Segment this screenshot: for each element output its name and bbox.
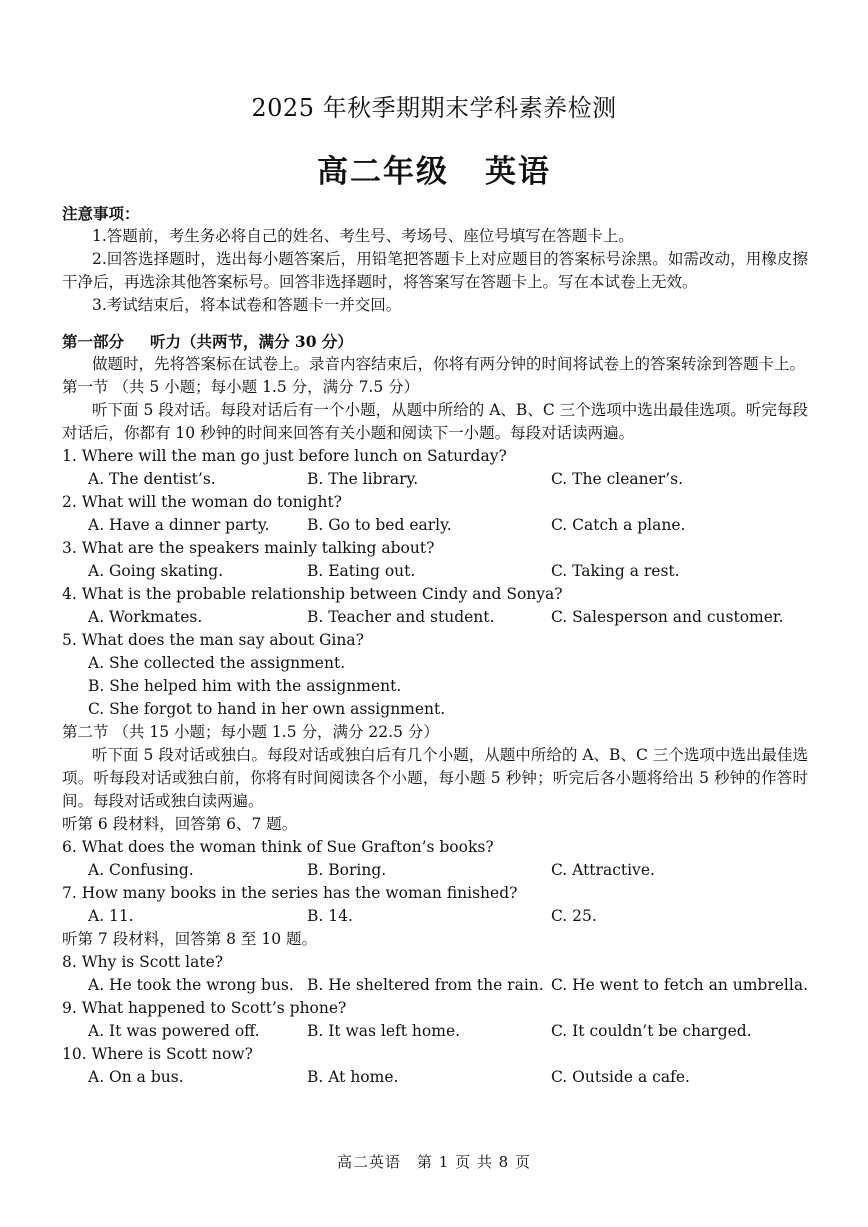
option-a: A. She collected the assignment. <box>88 654 346 672</box>
option-b: B. Eating out. <box>307 562 416 580</box>
option-c: C. Attractive. <box>551 861 655 879</box>
option-a: A. He took the wrong bus. <box>88 976 294 994</box>
section2-heading: 第二节 （共 15 小题；每小题 1.5 分，满分 22.5 分） <box>62 723 439 741</box>
question-options <box>62 974 808 997</box>
part1-heading <box>62 330 808 353</box>
option-b: B. Boring. <box>307 861 387 879</box>
option-c: C. He went to fetch an umbrella. <box>551 976 808 994</box>
notice-item-2: 2.回答选择题时，选出每小题答案后，用铅笔把答题卡上对应题目的答案标号涂黑。如需改动，用橡皮擦干净后，再选涂其他答案标号。回答非选择题时，将答案写在答题卡上。写在本试卷上无效。 <box>62 250 808 291</box>
option-b: B. She helped him with the assignment. <box>88 677 402 695</box>
option-c: C. Outside a cafe. <box>551 1068 690 1086</box>
exam-title: 2025 年秋季期期末学科素养检测 <box>251 94 617 122</box>
notice-heading: 注意事项： <box>62 204 140 223</box>
question-stem: 6. What does the woman think of Sue Grafton’s books? <box>62 838 494 856</box>
subject-label: 英语 <box>485 154 551 190</box>
option-c: C. 25. <box>551 907 597 925</box>
option-c: C. It couldn’t be charged. <box>551 1022 752 1040</box>
option-b: B. Teacher and student. <box>307 608 495 626</box>
part1-instruction: 做题时，先将答案标在试卷上。录音内容结束后，你将有两分钟的时间将试卷上的答案转涂到答题卡上。 <box>92 355 806 373</box>
part1-heading-title: 听力（共两节，满分 30 分） <box>150 332 353 351</box>
option-a: A. Confusing. <box>88 861 194 879</box>
question-stem: 2. What will the woman do tonight? <box>62 493 342 511</box>
option-a: A. 11. <box>88 907 134 925</box>
option-a: A. It was powered off. <box>88 1022 260 1040</box>
question-options <box>62 1020 808 1043</box>
exam-content <box>62 202 808 1089</box>
grade-subject-title <box>0 146 868 191</box>
question-stem: 8. Why is Scott late? <box>62 953 224 971</box>
page-footer: 高二英语 第 1 页 共 8 页 <box>337 1153 531 1171</box>
option-c: C. The cleaner’s. <box>551 470 684 488</box>
question-stem: 10. Where is Scott now? <box>62 1045 253 1063</box>
question-stem: 3. What are the speakers mainly talking about? <box>62 539 435 557</box>
section1-instruction: 听下面 5 段对话。每段对话后有一个小题，从题中所给的 A、B、C 三个选项中选出最佳选项。听完每段对话后，你都有 10 秒钟的时间来回答有关小题和阅读下一小题。每段对话读两遍。 <box>62 401 808 442</box>
question-stem: 5. What does the man say about Gina? <box>62 631 364 649</box>
material-6-label: 听第 6 段材料，回答第 6、7 题。 <box>62 815 298 833</box>
notice-item-1: 1.答题前，考生务必将自己的姓名、考生号、考场号、座位号填写在答题卡上。 <box>92 227 634 245</box>
question-options <box>62 514 808 537</box>
option-a: A. The dentist’s. <box>88 470 216 488</box>
question-stem: 4. What is the probable relationship between Cindy and Sonya? <box>62 585 563 603</box>
question-options <box>62 560 808 583</box>
option-a: A. Have a dinner party. <box>88 516 270 534</box>
grade-label: 高二年级 <box>317 154 449 190</box>
option-b: B. The library. <box>307 470 419 488</box>
question-stem: 9. What happened to Scott’s phone? <box>62 999 347 1017</box>
option-a: A. Workmates. <box>88 608 203 626</box>
option-b: B. He sheltered from the rain. <box>307 976 544 994</box>
question-stem: 1. Where will the man go just before lunch on Saturday? <box>62 447 507 465</box>
option-b: B. 14. <box>307 907 353 925</box>
option-c: C. She forgot to hand in her own assignment. <box>88 700 446 718</box>
option-b: B. Go to bed early. <box>307 516 452 534</box>
question-options <box>62 1066 808 1089</box>
option-a: A. Going skating. <box>88 562 224 580</box>
option-b: B. It was left home. <box>307 1022 461 1040</box>
option-c: C. Catch a plane. <box>551 516 686 534</box>
section2-instruction: 听下面 5 段对话或独白。每段对话或独白后有几个小题，从题中所给的 A、B、C 三个选项中选出最佳选项。听每段对话或独白前，你将有时间阅读各个小题，每小题 5 秒钟；听完后各小题将给出 5 秒钟的作答时间。每段对话或独白读两遍。 <box>62 746 808 810</box>
question-stem: 7. How many books in the series has the woman finished? <box>62 884 518 902</box>
question-options <box>62 905 808 928</box>
option-a: A. On a bus. <box>88 1068 184 1086</box>
question-options <box>62 606 808 629</box>
section1-heading: 第一节 （共 5 小题；每小题 1.5 分，满分 7.5 分） <box>62 378 420 396</box>
option-b: B. At home. <box>307 1068 399 1086</box>
option-c: C. Taking a rest. <box>551 562 680 580</box>
material-7-label: 听第 7 段材料，回答第 8 至 10 题。 <box>62 930 318 948</box>
question-options <box>62 859 808 882</box>
option-c: C. Salesperson and customer. <box>551 608 784 626</box>
part1-heading-label: 第一部分 <box>62 332 125 351</box>
question-options <box>62 468 808 491</box>
notice-item-3: 3.考试结束后，将本试卷和答题卡一并交回。 <box>92 296 402 314</box>
